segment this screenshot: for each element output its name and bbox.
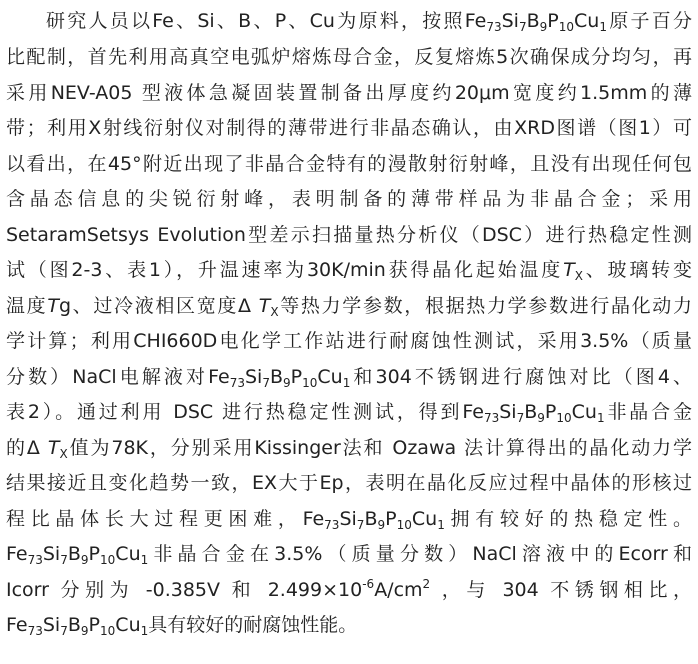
paragraph-line-4: 带；利用X射线衍射仪对制得的薄带进行非晶态确认，由XRD图谱（图1）可: [6, 117, 692, 139]
paragraph-line-5: 以看出，在45°附近出现了非晶合金特有的漫散射衍射峰，且没有出现任何包: [6, 153, 692, 175]
paragraph-line-10: 学计算；利用CHI660D电化学工作站进行耐腐蚀性测试，采用3.5%（质量: [6, 330, 692, 352]
paragraph-line-15: 程比晶体长大过程更困难，$Fe_{73}Si_7B_9P_{10}Cu_1$拥有较好的热稳定性。: [6, 508, 692, 532]
paragraph-line-16: $Fe_{73}Si_7B_9P_{10}Cu_1$非晶合金在3.5%（质量分数）NaCl溶液中的Ecorr和: [6, 543, 692, 567]
paragraph-line-1: 研究人员以Fe、Si、B、P、Cu为原料，按照$Fe_{73}Si_7B_9P_{10}Cu_1$原子百分: [46, 10, 692, 34]
paragraph-line-17: Icorr 分别为 -0.385V 和 $2.499\times 10^{-6}A/cm^2$ ，与 304 不锈钢相比，: [6, 577, 692, 601]
paragraph-line-12: 表2）。通过利用 DSC 进行热稳定性测试，得到$Fe_{73}Si_7B_9P_{10}Cu_1$非晶合金: [6, 401, 692, 425]
paragraph-line-6: 含晶态信息的尖锐衍射峰，表明制备的薄带样品为非晶合金；采用: [6, 188, 692, 210]
paragraph-line-2: 比配制，首先利用高真空电弧炉熔炼母合金，反复熔炼5次确保成分均匀，再: [6, 46, 692, 68]
paragraph-line-3: 采用NEV-A05 型液体急凝固装置制备出厚度约20μm宽度约1.5mm的薄: [6, 82, 692, 104]
paragraph-line-11: 分数）NaCl电解液对$Fe_{73}Si_7B_9P_{10}Cu_1$和304不锈钢进行腐蚀对比（图4、: [6, 366, 692, 390]
paragraph-line-9: 温度Tg、过冷液相区宽度Δ $T_X$等热力学参数，根据热力学参数进行晶化动力: [6, 295, 692, 319]
paragraph-line-7: SetaramSetsys Evolution型差示扫描量热分析仪（DSC）进行热稳定性测: [6, 224, 692, 246]
paragraph-line-18: $Fe_{73}Si_7B_9P_{10}Cu_1$具有较好的耐腐蚀性能。: [6, 614, 358, 638]
paragraph-line-13: 的Δ $T_X$值为78K，分别采用Kissinger法和 Ozawa 法计算得出的晶化动力学: [6, 437, 692, 461]
paragraph-line-8: 试（图2-3、表1），升温速率为30K/min获得晶化起始温度$T_X$、玻璃转变: [6, 259, 692, 283]
paragraph-line-14: 结果接近且变化趋势一致，EX大于Ep，表明在晶化反应过程中晶体的形核过: [6, 472, 692, 494]
